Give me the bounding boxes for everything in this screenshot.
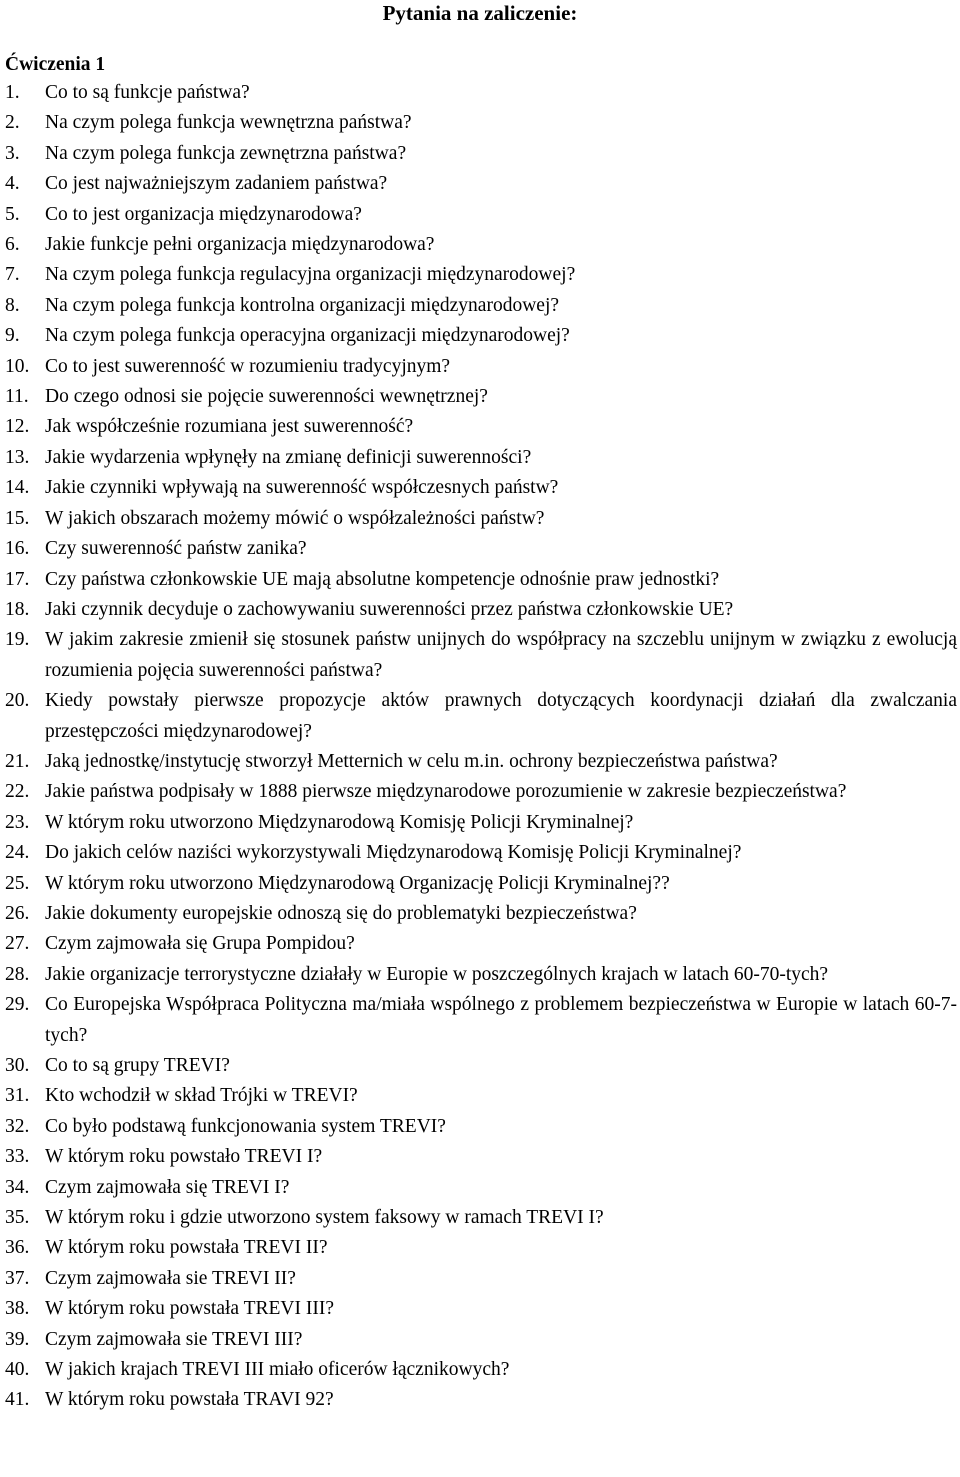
question-item (0, 1264, 960, 1294)
question-item (0, 78, 960, 108)
question-number: 3. (5, 142, 20, 164)
question-text: Jakie państwa podpisały w 1888 pierwsze międzynarodowe porozumienie w zakresie bezpieczeństwa? (45, 781, 847, 803)
question-item (0, 352, 960, 382)
question-text: Jak współcześnie rozumiana jest suwerenność? (45, 416, 414, 438)
question-item (0, 108, 960, 138)
question-item (0, 473, 960, 503)
question-number: 24. (5, 842, 30, 864)
question-item (0, 1051, 960, 1081)
question-number: 40. (5, 1359, 30, 1381)
question-text: Do jakich celów naziści wykorzystywali Międzynarodową Komisję Policji Kryminalnej? (45, 842, 742, 864)
question-number: 8. (5, 294, 20, 316)
question-text: Na czym polega funkcja wewnętrzna państwa? (45, 112, 412, 134)
question-number: 16. (5, 538, 30, 560)
question-text: Jakie czynniki wpływają na suwerenność współczesnych państw? (45, 477, 559, 499)
question-number: 6. (5, 234, 20, 256)
question-number: 11. (5, 386, 29, 408)
question-text: Jakie wydarzenia wpłynęły na zmianę definicji suwerenności? (45, 446, 532, 468)
question-item (0, 686, 960, 747)
question-item (0, 1325, 960, 1355)
question-text: Jakie funkcje pełni organizacja międzynarodowa? (45, 234, 435, 256)
question-item (0, 504, 960, 534)
questions-list (0, 78, 960, 1416)
question-number: 29. (5, 994, 30, 1016)
question-number: 18. (5, 598, 30, 620)
question-text: W którym roku powstała TRAVI 92? (45, 1389, 334, 1411)
question-number: 5. (5, 203, 20, 225)
question-item (0, 990, 960, 1051)
question-item (0, 960, 960, 990)
question-text: Na czym polega funkcja regulacyjna organizacji międzynarodowej? (45, 264, 576, 286)
question-number: 34. (5, 1176, 30, 1198)
question-text: Co było podstawą funkcjonowania system TREVI? (45, 1115, 446, 1137)
question-item (0, 230, 960, 260)
question-item (0, 443, 960, 473)
question-item (0, 929, 960, 959)
question-number: 2. (5, 112, 20, 134)
question-text: W jakim zakresie zmienił się stosunek państw unijnych do współpracy na szczeblu unijnym w związku z ewolucją rozumienia pojęcia suwerenności państwa? (45, 629, 957, 681)
question-number: 21. (5, 750, 30, 772)
section-title: Ćwiczenia 1 (5, 54, 106, 75)
question-number: 23. (5, 811, 30, 833)
question-number: 36. (5, 1237, 30, 1259)
question-text: Jaki czynnik decyduje o zachowywaniu suwerenności przez państwa członkowskie UE? (45, 598, 734, 620)
question-text: Czym zajmowała się Grupa Pompidou? (45, 933, 355, 955)
question-text: Co to są funkcje państwa? (45, 82, 250, 103)
question-item (0, 534, 960, 564)
question-number: 35. (5, 1207, 30, 1229)
question-item (0, 777, 960, 807)
question-number: 19. (5, 629, 30, 651)
question-number: 22. (5, 781, 30, 803)
question-number: 33. (5, 1146, 30, 1168)
question-text: Co to są grupy TREVI? (45, 1055, 230, 1076)
question-number: 28. (5, 963, 30, 985)
question-item (0, 625, 960, 686)
question-text: Co Europejska Współpraca Polityczna ma/miała wspólnego z problemem bezpieczeństwa w Europie w latach 60-7-tych? (45, 994, 957, 1046)
question-text: W którym roku powstała TREVI II? (45, 1237, 328, 1259)
question-item (0, 382, 960, 412)
question-item (0, 869, 960, 899)
question-text: Co to jest organizacja międzynarodowa? (45, 203, 362, 225)
question-number: 4. (5, 173, 20, 195)
question-item (0, 565, 960, 595)
question-text: Czy suwerenność państw zanika? (45, 538, 307, 560)
question-text: W którym roku powstała TREVI III? (45, 1298, 335, 1320)
question-item (0, 899, 960, 929)
question-number: 27. (5, 933, 30, 955)
question-text: W którym roku utworzono Międzynarodową Komisję Policji Kryminalnej? (45, 811, 634, 833)
question-number: 9. (5, 325, 20, 347)
question-item (0, 838, 960, 868)
question-text: Jakie dokumenty europejskie odnoszą się do problematyki bezpieczeństwa? (45, 902, 637, 924)
question-text: Czym zajmowała sie TREVI III? (45, 1328, 303, 1350)
question-number: 41. (5, 1389, 30, 1411)
question-text: Czy państwa członkowskie UE mają absolutne kompetencje odnośnie praw jednostki? (45, 568, 720, 590)
question-item (0, 169, 960, 199)
question-number: 7. (5, 264, 20, 286)
question-item (0, 1081, 960, 1111)
question-number: 26. (5, 902, 30, 924)
question-item (0, 1385, 960, 1415)
page-title: Pytania na zaliczenie: (382, 1, 578, 25)
question-item (0, 139, 960, 169)
question-number: 1. (5, 82, 20, 103)
question-text: Na czym polega funkcja operacyjna organizacji międzynarodowej? (45, 325, 570, 347)
question-number: 25. (5, 872, 30, 894)
question-number: 17. (5, 568, 30, 590)
question-item (0, 321, 960, 351)
question-text: Na czym polega funkcja zewnętrzna państwa? (45, 142, 407, 164)
question-item (0, 1203, 960, 1233)
question-number: 32. (5, 1115, 30, 1137)
question-item (0, 1112, 960, 1142)
question-number: 20. (5, 690, 30, 712)
question-text: Jaką jednostkę/instytucję stworzył Metternich w celu m.in. ochrony bezpieczeństwa państwa? (45, 750, 778, 772)
question-item (0, 1173, 960, 1203)
question-text: Jakie organizacje terrorystyczne działały w Europie w poszczególnych krajach w latach 60-70-tych? (45, 963, 829, 985)
question-text: W którym roku i gdzie utworzono system faksowy w ramach TREVI I? (45, 1207, 604, 1229)
question-item (0, 291, 960, 321)
question-item (0, 1142, 960, 1172)
question-item (0, 808, 960, 838)
question-item (0, 412, 960, 442)
question-number: 30. (5, 1055, 30, 1076)
question-text: W którym roku utworzono Międzynarodową Organizację Policji Kryminalnej?? (45, 872, 670, 894)
question-text: W jakich krajach TREVI III miało oficerów łącznikowych? (45, 1359, 510, 1381)
question-item (0, 200, 960, 230)
question-item (0, 260, 960, 290)
question-number: 12. (5, 416, 30, 438)
question-text: Do czego odnosi sie pojęcie suwerenności wewnętrznej? (45, 386, 488, 408)
question-number: 31. (5, 1085, 30, 1107)
question-number: 13. (5, 446, 30, 468)
question-text: Czym zajmowała sie TREVI II? (45, 1267, 296, 1289)
question-text: Co to jest suwerenność w rozumieniu tradycyjnym? (45, 355, 451, 377)
question-text: W którym roku powstało TREVI I? (45, 1146, 323, 1168)
question-text: Kto wchodził w skład Trójki w TREVI? (45, 1085, 358, 1107)
question-item (0, 1294, 960, 1324)
question-number: 10. (5, 355, 30, 377)
question-text: W jakich obszarach możemy mówić o współzależności państw? (45, 507, 545, 529)
question-number: 39. (5, 1328, 30, 1350)
question-item (0, 747, 960, 777)
question-number: 15. (5, 507, 30, 529)
question-text: Na czym polega funkcja kontrolna organizacji międzynarodowej? (45, 294, 560, 316)
question-text: Co jest najważniejszym zadaniem państwa? (45, 173, 388, 195)
question-item (0, 1233, 960, 1263)
question-item (0, 595, 960, 625)
question-number: 38. (5, 1298, 30, 1320)
question-text: Kiedy powstały pierwsze propozycje aktów prawnych dotyczących koordynacji działań dla zwalczania przestępczości międzynarodowej? (45, 690, 957, 742)
question-text: Czym zajmowała się TREVI I? (45, 1176, 290, 1198)
question-number: 14. (5, 477, 30, 499)
question-item (0, 1355, 960, 1385)
question-number: 37. (5, 1267, 30, 1289)
